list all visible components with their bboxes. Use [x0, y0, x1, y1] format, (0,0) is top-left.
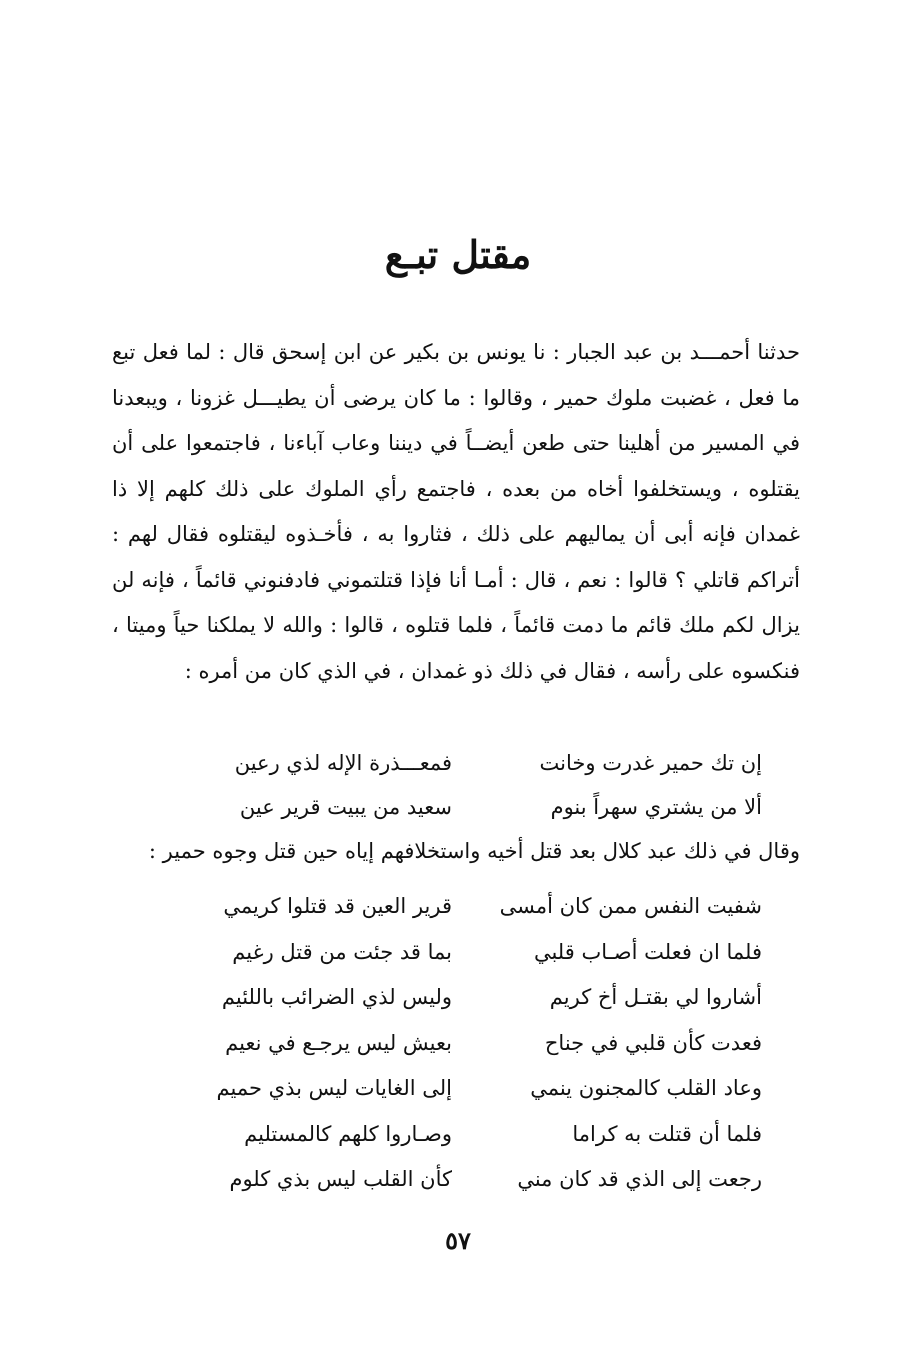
page-number: ٥٧: [445, 1226, 471, 1255]
verse-line: [112, 1066, 800, 1112]
verse-line: [112, 785, 800, 829]
second-hemistich: كأن القلب ليس بذي كلوم: [229, 1167, 452, 1191]
verse-line: [112, 930, 800, 976]
verse-line: [112, 975, 800, 1021]
second-hemistich: سعيد من يبيت قرير عين: [239, 795, 452, 819]
verse-block-2: [112, 884, 800, 1203]
verse-line: [112, 884, 800, 930]
first-hemistich: فعدت كأن قلبي في جناح: [544, 1030, 762, 1055]
verse-block-1: [112, 741, 800, 829]
first-hemistich: فلما ان فعلت أصـاب قلبي: [533, 939, 762, 964]
first-hemistich: ألا من يشتري سهراً بنوم: [550, 795, 762, 819]
verse-line: [112, 1021, 800, 1067]
first-hemistich: أشاروا لي بقتـل أخ كريم: [549, 985, 762, 1009]
first-hemistich: فلما أن قتلت به كراما: [572, 1121, 762, 1146]
first-hemistich: رجعت إلى الذي قد كان مني: [517, 1167, 762, 1191]
verse-line: [112, 741, 800, 785]
second-hemistich: فمعـــذرة الإله لذي رعين: [234, 751, 452, 775]
second-hemistich: وصـاروا كلهم كالمستليم: [244, 1121, 452, 1146]
first-hemistich: وعاد القلب كالمجنون ينمي: [530, 1076, 762, 1100]
verse-line: [112, 1112, 800, 1158]
second-hemistich: وليس لذي الضرائب باللئيم: [221, 985, 452, 1009]
first-hemistich: شفيت النفس ممن كان أمسى: [499, 894, 762, 918]
second-hemistich: بما قد جئت من قتل رغيم: [232, 939, 452, 964]
verse-introduction: وقال في ذلك عبد كلال بعد قتل أخيه واستخلافهم إياه حين قتل وجوه حمير :: [148, 839, 800, 863]
first-hemistich: إن تك حمير غدرت وخانت: [539, 751, 762, 775]
second-hemistich: قرير العين قد قتلوا كريمي: [223, 894, 452, 918]
prose-paragraph: حدثنا أحمـــد بن عبد الجبار : نا يونس بن بكير عن ابن إسحق قال : لما فعل تبع ما فعل ، غضبت ملوك حمير ، وقالوا : ما كان يرضى أن يطيـــل غزونا ، ويبعدنا في المسير من أهلينا حتى طعن أيضــاً في ديننا وعاب آباءنا ، فاجتمعوا على أن يقتلوه ، ويستخلفوا أخاه من بعده ، فاجتمع رأي الملوك على ذلك كلهم إلا ذا غمدان فإنه أبى أن يماليهم على ذلك ، فثاروا به ، فأخـذوه ليقتلوه فقال لهم : أتراكم قاتلي ؟ قالوا : نعم ، قال : أمـا أنا فإذا قتلتموني فادفنوني قائماً ، فإنه لن يزال لكم ملك قائم ما دمت قائماً ، فلما قتلوه ، قالوا : والله لا يملكنا حياً وميتا ، فنكسوه على رأسه ، فقال في ذلك ذو غمدان ، في الذي كان من أمره :: [112, 340, 800, 683]
verse-line: [112, 1157, 800, 1203]
chapter-title: مقتل تبـع: [384, 232, 532, 277]
second-hemistich: إلى الغايات ليس بذي حميم: [216, 1076, 452, 1100]
second-hemistich: بعيش ليس يرجـع في نعيم: [225, 1030, 452, 1055]
